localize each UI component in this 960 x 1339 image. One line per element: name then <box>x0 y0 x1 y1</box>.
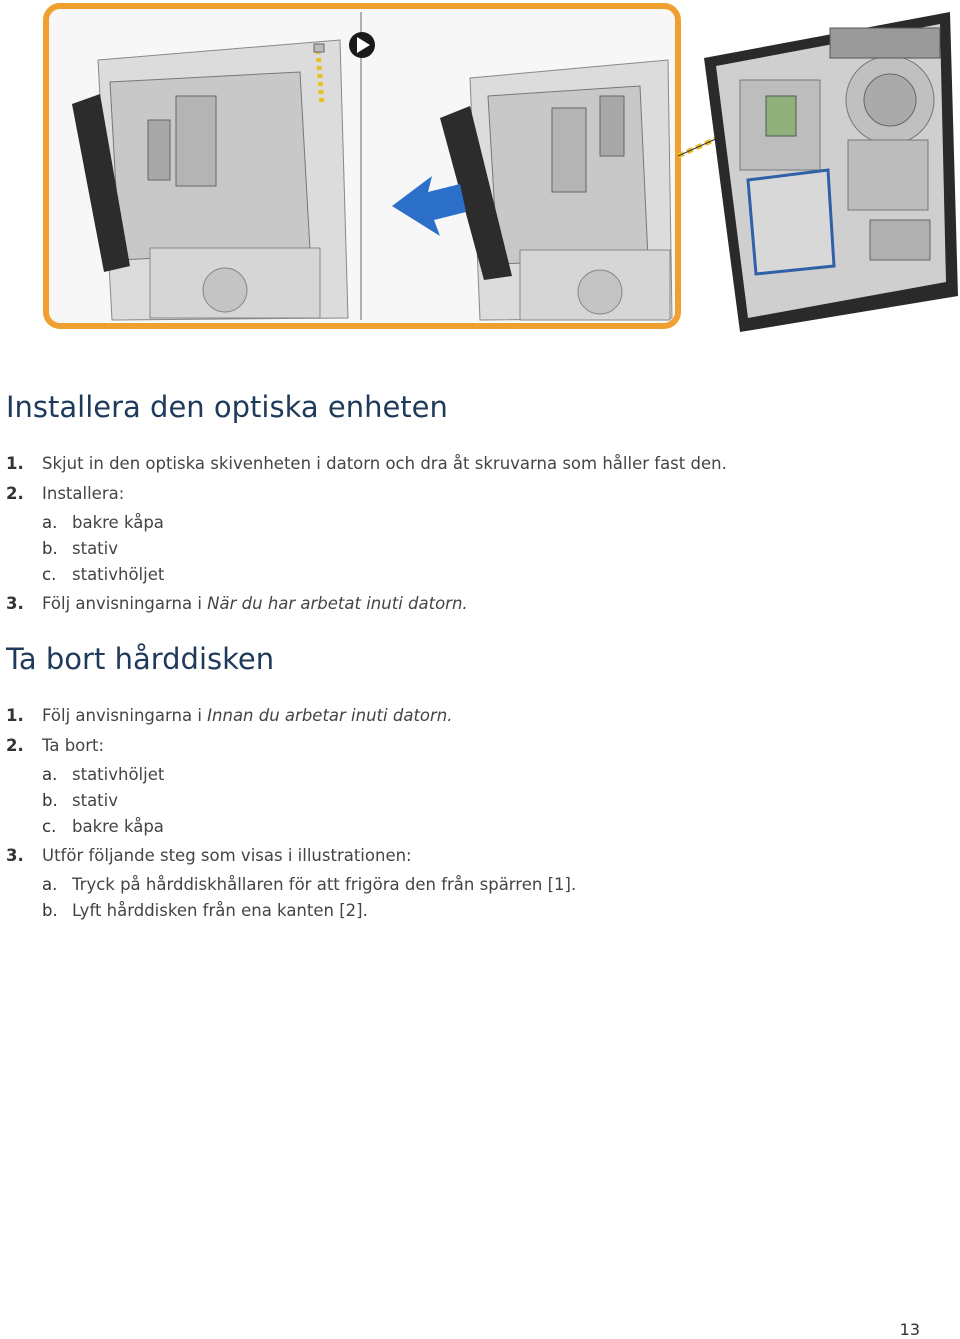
section-title-install-optical-drive: Installera den optiska enheten <box>6 390 448 424</box>
link-before-working-inside[interactable]: Innan du arbetar inuti datorn. <box>207 706 453 725</box>
illustration <box>0 0 960 340</box>
left-panel-drive <box>72 40 348 320</box>
page-number: 13 <box>899 1320 920 1339</box>
overview-computer <box>704 12 958 332</box>
optical-drive-illustration <box>0 0 960 340</box>
link-after-working-inside[interactable]: När du har arbetat inuti datorn. <box>207 594 468 613</box>
section-title-remove-hard-drive: Ta bort hårddisken <box>6 642 275 676</box>
